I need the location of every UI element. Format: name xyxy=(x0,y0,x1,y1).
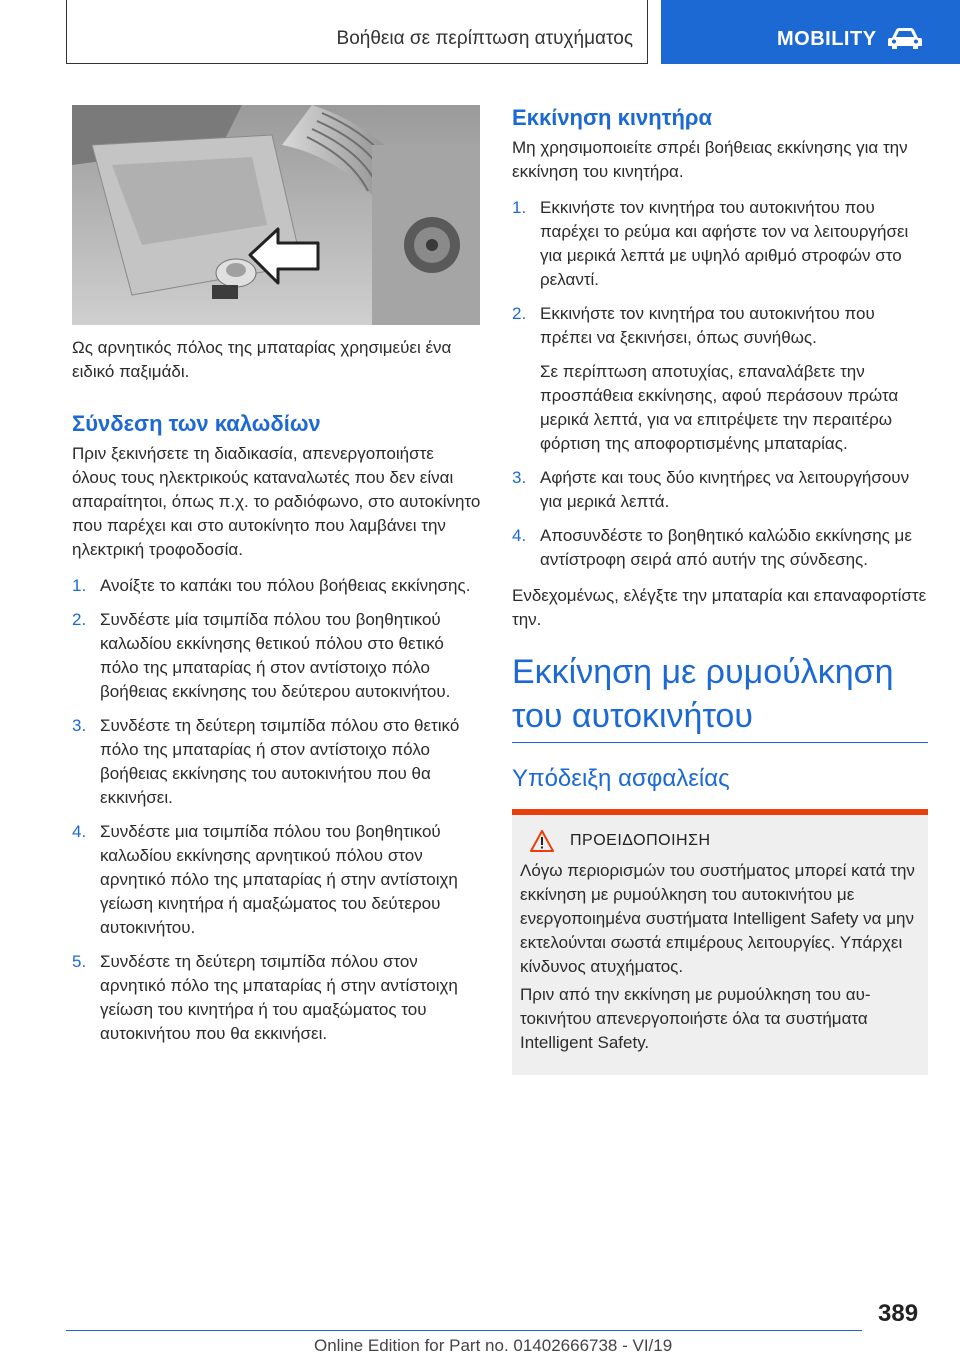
engine-start-heading: Εκκίνηση κινητήρα xyxy=(512,105,713,130)
footer-edition: Online Edition for Part no. 01402666738 - VI/19 xyxy=(314,1336,673,1355)
step-number: 5. xyxy=(72,952,87,971)
list-item xyxy=(72,574,482,598)
warning-text-2: Πριν από την εκκίνηση με ρυμούλκηση του αυτοκινήτου απενεργοποιήστε όλα τα συστήματα Intelligent Safety. xyxy=(520,985,871,1052)
engine-start-outro: Ενδεχομένως, ελέγξτε την μπαταρία και επαναφορτίστε την. xyxy=(512,586,927,629)
cables-intro: Πριν ξεκινήσετε τη διαδικασία, απενεργοποιήστε όλους τους ηλεκτρικούς καταναλωτές που δεν είναι απαραίτητοι, όπως π.χ. το ραδιόφωνο, στο αυτοκίνητο που παρέχει και στο αυτοκίνητο που λαμβάνει την ηλεκτρική τροφοδοσία. xyxy=(72,444,481,559)
safety-heading: Υπόδειξη ασφαλείας xyxy=(512,765,730,792)
header-section-title: Βοήθεια σε περίπτωση ατυχήματος xyxy=(336,28,633,49)
step-subtext: Σε περίπτωση αποτυχίας, επαναλάβετε την προσπάθεια εκκίνησης, αφού περάσουν πρώτα μερικά λεπτά, για να επιτρέψετε την περαιτέρω φόρτιση της αποφορτισμένης μπαταρίας. xyxy=(540,362,899,453)
engine-start-intro: Μη χρησιμοποιείτε σπρέι βοήθειας εκκίνησης για την εκκίνηση του κινητήρα. xyxy=(512,138,908,181)
step-text: Συνδέστε μία τσιμπίδα πόλου του βοηθητικού καλωδίου εκκίνησης θετικού πόλου στο θετικό πόλο της μπαταρίας ή στον αντίστοιχο πόλο βοήθειας εκκίνησης του δεύτερου αυτοκινήτου. xyxy=(100,610,451,701)
step-number: 3. xyxy=(72,716,87,735)
step-number: 4. xyxy=(512,526,527,545)
step-number: 2. xyxy=(512,304,527,323)
step-number: 3. xyxy=(512,468,527,487)
list-item xyxy=(72,714,482,810)
step-number: 1. xyxy=(72,576,87,595)
figure-caption: Ως αρνητικός πόλος της μπαταρίας χρησιμεύει ένα ειδικό παξιμάδι. xyxy=(72,338,452,381)
warning-triangle-icon xyxy=(530,830,554,852)
step-text: Ανοίξτε το καπάκι του πόλου βοήθειας εκκίνησης. xyxy=(100,576,471,595)
list-item xyxy=(512,302,928,456)
footer-divider xyxy=(66,1330,862,1331)
step-text: Συνδέστε τη δεύτερη τσιμπίδα πόλου στον αρνητικό πόλο της μπαταρίας ή στην αντίστοιχη γείωση του κινητήρα ή του αμαξώματος του αυτοκινήτου που θα εκκινήσει. xyxy=(100,952,458,1043)
header-chapter-tab[interactable] xyxy=(661,0,960,64)
header-section-box xyxy=(66,0,648,64)
car-icon xyxy=(887,26,923,50)
step-text: Αφήστε και τους δύο κινητήρες να λειτουργήσουν για μερικά λεπτά. xyxy=(540,468,910,511)
step-text: Εκκινήστε τον κινητήρα του αυτοκινήτου που παρέχει το ρεύμα και αφήστε τον να λειτουργήσει για μερικά λεπτά με υψηλό αριθμό στροφών στο ρελαντί. xyxy=(540,198,909,289)
cables-heading: Σύνδεση των καλωδίων xyxy=(72,411,321,436)
engine-bay-photo xyxy=(72,105,480,325)
towing-heading: Εκκίνηση με ρυμούλκηση του αυτοκινήτου xyxy=(512,650,928,743)
engine-start-steps xyxy=(512,196,928,572)
right-column xyxy=(512,100,928,1075)
warning-text-1: Λόγω περιορισμών του συστήματος μπορεί κατά την εκκίνηση με ρυμούλκηση του αυτοκινήτου με ενεργοποιημένα συστήματα Intelligent Safety να μην εκτελούνται σωστά επιμέρους λειτουργίες. Υπάρχει κίνδυνος ατυχήματος. xyxy=(520,861,915,976)
step-number: 1. xyxy=(512,198,527,217)
page-number: 389 xyxy=(878,1300,919,1327)
step-text: Αποσυνδέστε το βοηθητικό καλώδιο εκκίνησης με αντίστροφη σειρά από αυτήν της σύνδεσης. xyxy=(540,526,912,569)
list-item xyxy=(512,466,928,514)
warning-box xyxy=(512,809,928,1075)
warning-title: ΠΡΟΕΙΔΟΠΟΙΗΣΗ xyxy=(570,832,711,849)
list-item xyxy=(512,196,928,292)
list-item xyxy=(72,820,482,940)
step-text: Συνδέστε μια τσιμπίδα πόλου του βοηθητικού καλωδίου εκκίνησης αρνητικού πόλου στον αρνητικό πόλο της μπαταρίας ή στην αντίστοιχη γείωση κινητήρα ή αμαξώματος του δεύτερου αυτοκινήτου. xyxy=(100,822,458,937)
warning-header xyxy=(520,829,920,853)
list-item xyxy=(512,524,928,572)
cables-steps xyxy=(72,574,482,1046)
header-chapter-label: MOBILITY xyxy=(777,28,877,50)
step-number: 2. xyxy=(72,610,87,629)
list-item xyxy=(72,950,482,1046)
step-text: Εκκινήστε τον κινητήρα του αυτοκινήτου που πρέπει να ξεκινήσει, όπως συνήθως. xyxy=(540,304,875,347)
step-number: 4. xyxy=(72,822,87,841)
left-column xyxy=(72,336,482,1058)
list-item xyxy=(72,608,482,704)
engine-bay-illustration xyxy=(72,105,480,325)
step-text: Συνδέστε τη δεύτερη τσιμπίδα πόλου στο θετικό πόλο της μπαταρίας ή στον αντίστοιχο πόλο βοήθειας εκκίνησης του αυτοκινήτου που θα εκκινήσει. xyxy=(100,716,460,807)
